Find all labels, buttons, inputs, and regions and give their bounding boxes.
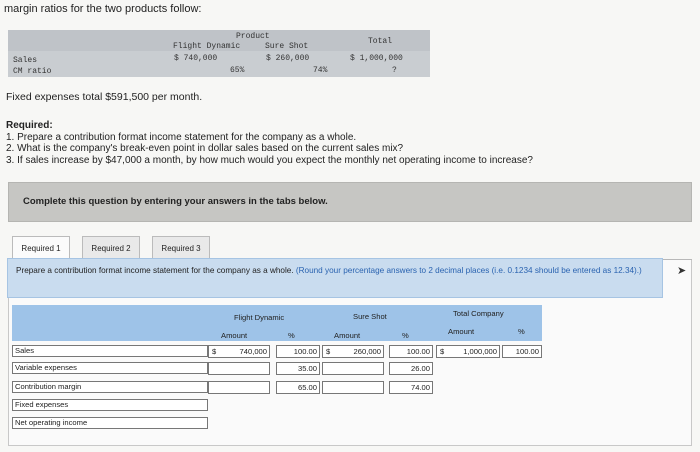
flight-sales-pct: 100.00 [293, 347, 317, 356]
row-sales-label: Sales [13, 56, 38, 65]
cm-total-value: ? [392, 66, 397, 75]
required-item-2: 2. What is the company's break-even point in dollar sales based on the current sales mix? [6, 143, 404, 154]
fixed-expenses-text: Fixed expenses total $591,500 per month. [6, 91, 203, 103]
flight-cm-amount-input[interactable] [208, 381, 270, 394]
flight-sales-amount-input[interactable] [208, 345, 270, 358]
row-label-fixed-expenses: Fixed expenses [12, 399, 208, 411]
sure-shot-header: Sure Shot [353, 312, 387, 321]
cm-sure-value: 74% [313, 66, 328, 75]
total-sales-currency: $ [440, 347, 445, 356]
intro-text: margin ratios for the two products follow: [4, 3, 202, 15]
flight-sales-pct-input[interactable] [276, 345, 320, 358]
sure-var-pct-input[interactable] [389, 362, 433, 375]
row-label-sales: Sales [12, 345, 208, 357]
required-item-1: 1. Prepare a contribution format income statement for the company as a whole. [6, 131, 357, 143]
total-company-header: Total Company [453, 309, 504, 318]
instruction-box [7, 258, 663, 298]
flight-sales-currency: $ [212, 347, 217, 356]
row-label-net-operating-income: Net operating income [12, 417, 208, 429]
sure-sales-amount: 260,000 [353, 347, 381, 356]
flight-sales-amount: 740,000 [239, 347, 267, 356]
flight-pct-label: % [288, 331, 295, 340]
instruction-main: Prepare a contribution format income statement for the company as a whole. [16, 266, 294, 275]
tab-strip [8, 236, 692, 260]
income-statement-grid [12, 305, 542, 433]
sure-sales-amount-input[interactable] [322, 345, 384, 358]
instruction-note: (Round your percentage answers to 2 decimal places (i.e. 0.1234 should be entered as 12.34).) [293, 266, 642, 275]
flight-cm-pct-input[interactable] [276, 381, 320, 394]
required-block [6, 120, 533, 166]
grid-header-blank [12, 305, 208, 341]
sure-amount-label: Amount [334, 331, 361, 340]
flight-var-pct-input[interactable] [276, 362, 320, 375]
sure-pct-label: % [402, 331, 409, 340]
sure-var-amount-input[interactable] [322, 362, 384, 375]
sure-sales-pct-input[interactable] [389, 345, 433, 358]
flight-dynamic-header: Flight Dynamic [234, 313, 285, 322]
col-flight-dynamic: Flight Dynamic [173, 42, 241, 51]
total-sales-amount-input[interactable] [436, 345, 500, 358]
product-table [8, 30, 430, 77]
sure-var-pct: 26.00 [410, 364, 430, 373]
complete-question-text: Complete this question by entering your answers in the tabs below. [23, 196, 328, 207]
sales-flight-value: $ 740,000 [174, 54, 218, 63]
sure-cm-pct-input[interactable] [389, 381, 433, 394]
flight-amount-label: Amount [221, 331, 248, 340]
product-header: Product [236, 32, 270, 41]
complete-question-banner [8, 182, 692, 222]
row-cm-ratio-label: CM ratio [13, 67, 52, 76]
sales-total-value: $ 1,000,000 [350, 54, 403, 63]
cm-flight-value: 65% [230, 66, 245, 75]
total-amount-label: Amount [448, 327, 475, 336]
sure-cm-amount-input[interactable] [322, 381, 384, 394]
required-item-3: 3. If sales increase by $47,000 a month, by how much would you expect the monthly net operating income to increase? [6, 154, 533, 166]
total-pct-label: % [518, 327, 525, 336]
total-sales-pct: 100.00 [515, 347, 539, 356]
total-sales-amount: 1,000,000 [463, 347, 497, 356]
sure-sales-pct: 100.00 [406, 347, 430, 356]
tab-required-3[interactable]: Required 3 [152, 236, 210, 260]
sure-cm-pct: 74.00 [410, 383, 430, 392]
flight-cm-pct: 65.00 [297, 383, 317, 392]
total-sales-pct-input[interactable] [502, 345, 542, 358]
col-sure-shot: Sure Shot [265, 42, 309, 51]
flight-var-amount-input[interactable] [208, 362, 270, 375]
col-total: Total [368, 37, 393, 46]
mouse-cursor-icon: ➤ [677, 265, 687, 277]
row-label-variable-expenses: Variable expenses [12, 362, 208, 374]
flight-var-pct: 35.00 [297, 364, 317, 373]
tab-required-1[interactable]: Required 1 [12, 236, 70, 260]
tab-required-2[interactable]: Required 2 [82, 236, 140, 260]
row-label-contribution-margin: Contribution margin [12, 381, 208, 393]
required-header: Required: [6, 120, 53, 131]
sure-sales-currency: $ [326, 347, 331, 356]
sales-sure-value: $ 260,000 [266, 54, 310, 63]
